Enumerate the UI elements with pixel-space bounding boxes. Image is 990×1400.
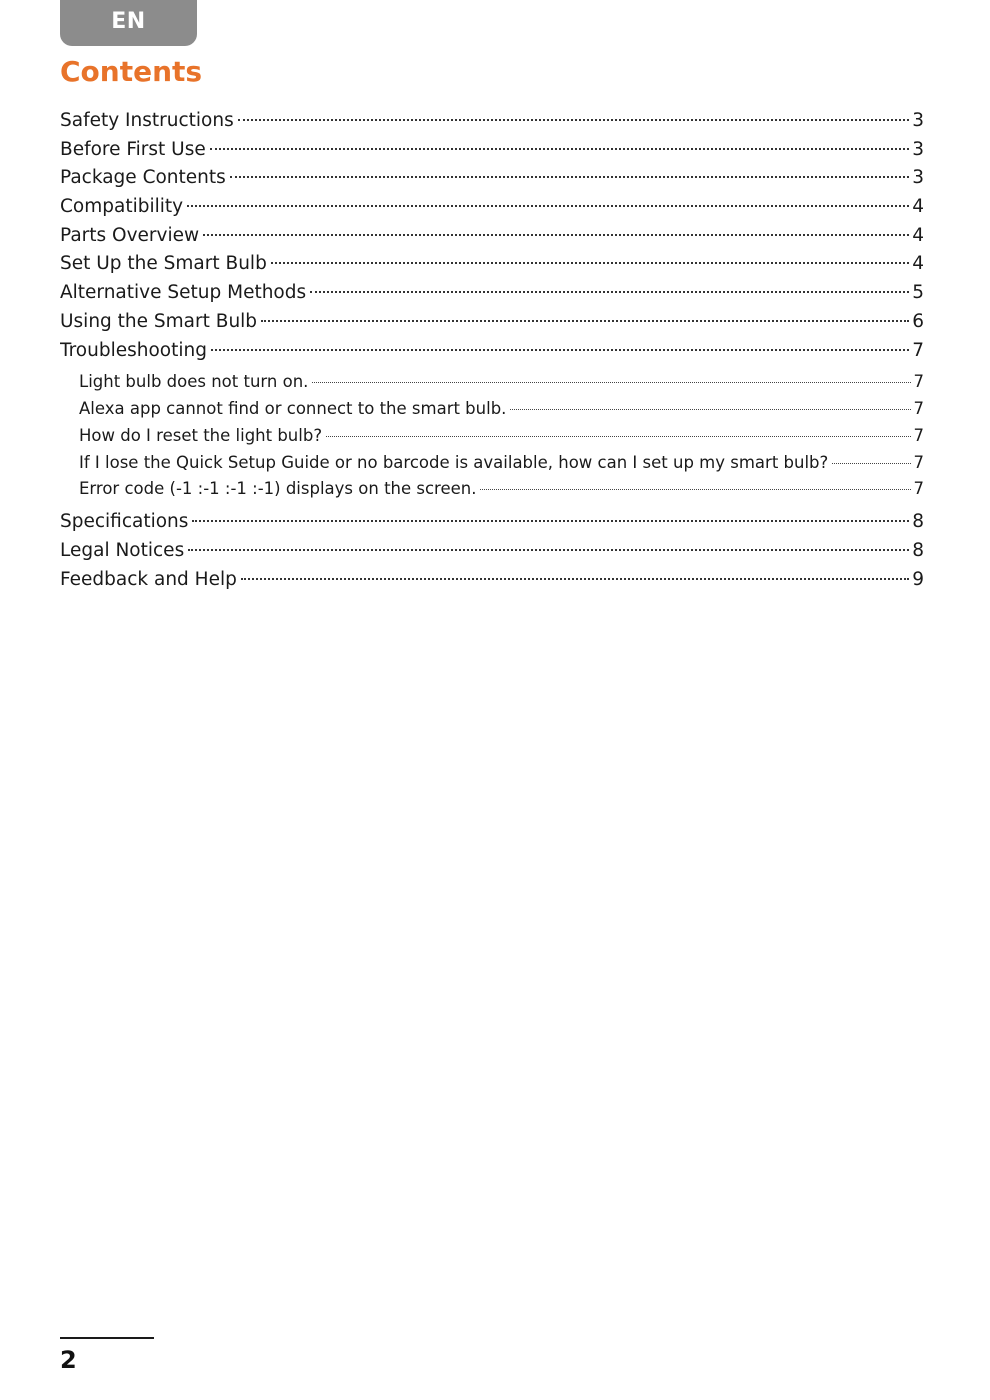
toc-entry-title: Before First Use (60, 138, 206, 160)
toc-entry-legal-notices[interactable] (60, 537, 924, 566)
table-of-contents (60, 107, 924, 594)
toc-entry-page: 4 (912, 196, 924, 218)
toc-leader-dots (203, 234, 909, 236)
toc-entry-package-contents[interactable] (60, 164, 924, 193)
toc-leader-dots (241, 578, 909, 580)
toc-entry-specifications[interactable] (60, 508, 924, 537)
toc-entry-title: Safety Instructions (60, 110, 234, 131)
toc-subentry-error-code[interactable] (60, 476, 924, 503)
toc-subentry-title: Light bulb does not turn on. (79, 372, 309, 392)
toc-subentry-lost-quick-setup-guide[interactable] (60, 450, 924, 477)
toc-subentry-how-do-i-reset[interactable] (60, 423, 924, 450)
toc-leader-dots (210, 148, 909, 150)
toc-leader-dots (326, 436, 910, 437)
toc-entry-set-up-the-smart-bulb[interactable] (60, 250, 924, 279)
toc-entry-safety-instructions[interactable] (60, 107, 924, 136)
toc-entry-page: 4 (912, 224, 924, 246)
toc-entry-alternative-setup-methods[interactable] (60, 279, 924, 308)
toc-entry-title: Legal Notices (60, 539, 185, 561)
toc-entry-page: 3 (912, 167, 924, 189)
toc-entry-title: Troubleshooting (60, 339, 207, 361)
toc-entry-using-the-smart-bulb[interactable] (60, 308, 924, 337)
toc-subentry-light-bulb-does-not-turn-on[interactable] (60, 369, 924, 396)
toc-entry-compatibility[interactable] (60, 193, 924, 222)
toc-subentry-page: 7 (913, 452, 924, 472)
toc-leader-dots (312, 382, 910, 383)
toc-entry-page: 6 (912, 310, 924, 332)
toc-subentry-page: 7 (913, 372, 924, 392)
toc-entry-page: 5 (912, 282, 924, 304)
toc-entry-title: Feedback and Help (60, 568, 237, 590)
toc-entry-title: Parts Overview (60, 224, 200, 246)
toc-leader-dots (310, 291, 909, 293)
toc-subentry-title: Error code (-1 :-1 :-1 :-1) displays on the screen. (79, 479, 477, 499)
toc-leader-dots (271, 262, 909, 264)
toc-leader-dots (261, 320, 909, 322)
toc-entry-parts-overview[interactable] (60, 222, 924, 251)
toc-subentry-title: How do I reset the light bulb? (79, 425, 323, 445)
toc-entry-page: 8 (912, 539, 924, 561)
toc-leader-dots (238, 119, 910, 121)
toc-entry-page: 3 (912, 110, 924, 131)
toc-leader-dots (510, 409, 910, 410)
toc-leader-dots (188, 549, 909, 551)
toc-subentry-title: Alexa app cannot find or connect to the smart bulb. (79, 398, 507, 418)
toc-subentry-title: If I lose the Quick Setup Guide or no barcode is available, how can I set up my smart bulb? (79, 452, 829, 472)
toc-entry-page: 4 (912, 253, 924, 275)
toc-leader-dots (230, 176, 909, 178)
toc-leader-dots (480, 489, 910, 490)
toc-subentry-page: 7 (913, 425, 924, 445)
toc-entry-title: Compatibility (60, 196, 184, 218)
toc-entry-page: 8 (912, 511, 924, 533)
toc-entry-title: Set Up the Smart Bulb (60, 253, 267, 275)
toc-entry-page: 3 (912, 138, 924, 160)
toc-entry-page: 9 (912, 568, 924, 590)
page-number: 2 (60, 1346, 77, 1374)
toc-entry-before-first-use[interactable] (60, 136, 924, 165)
footer-rule (60, 1337, 154, 1339)
toc-entry-title: Using the Smart Bulb (60, 310, 258, 332)
toc-leader-dots (192, 520, 909, 522)
toc-subentry-page: 7 (913, 398, 924, 418)
toc-subentry-alexa-app-cannot-find[interactable] (60, 396, 924, 423)
toc-entry-title: Package Contents (60, 167, 226, 189)
language-tab: EN (60, 0, 197, 46)
toc-entry-troubleshooting[interactable] (60, 337, 924, 366)
toc-entry-page: 7 (912, 339, 924, 361)
toc-leader-dots (187, 205, 909, 207)
toc-entry-title: Alternative Setup Methods (60, 282, 307, 304)
page-title: Contents (60, 55, 203, 88)
toc-subentry-page: 7 (913, 479, 924, 499)
toc-leader-dots (211, 349, 909, 351)
toc-entry-feedback-and-help[interactable] (60, 566, 924, 595)
toc-entry-title: Specifications (60, 511, 189, 533)
toc-leader-dots (832, 463, 910, 464)
